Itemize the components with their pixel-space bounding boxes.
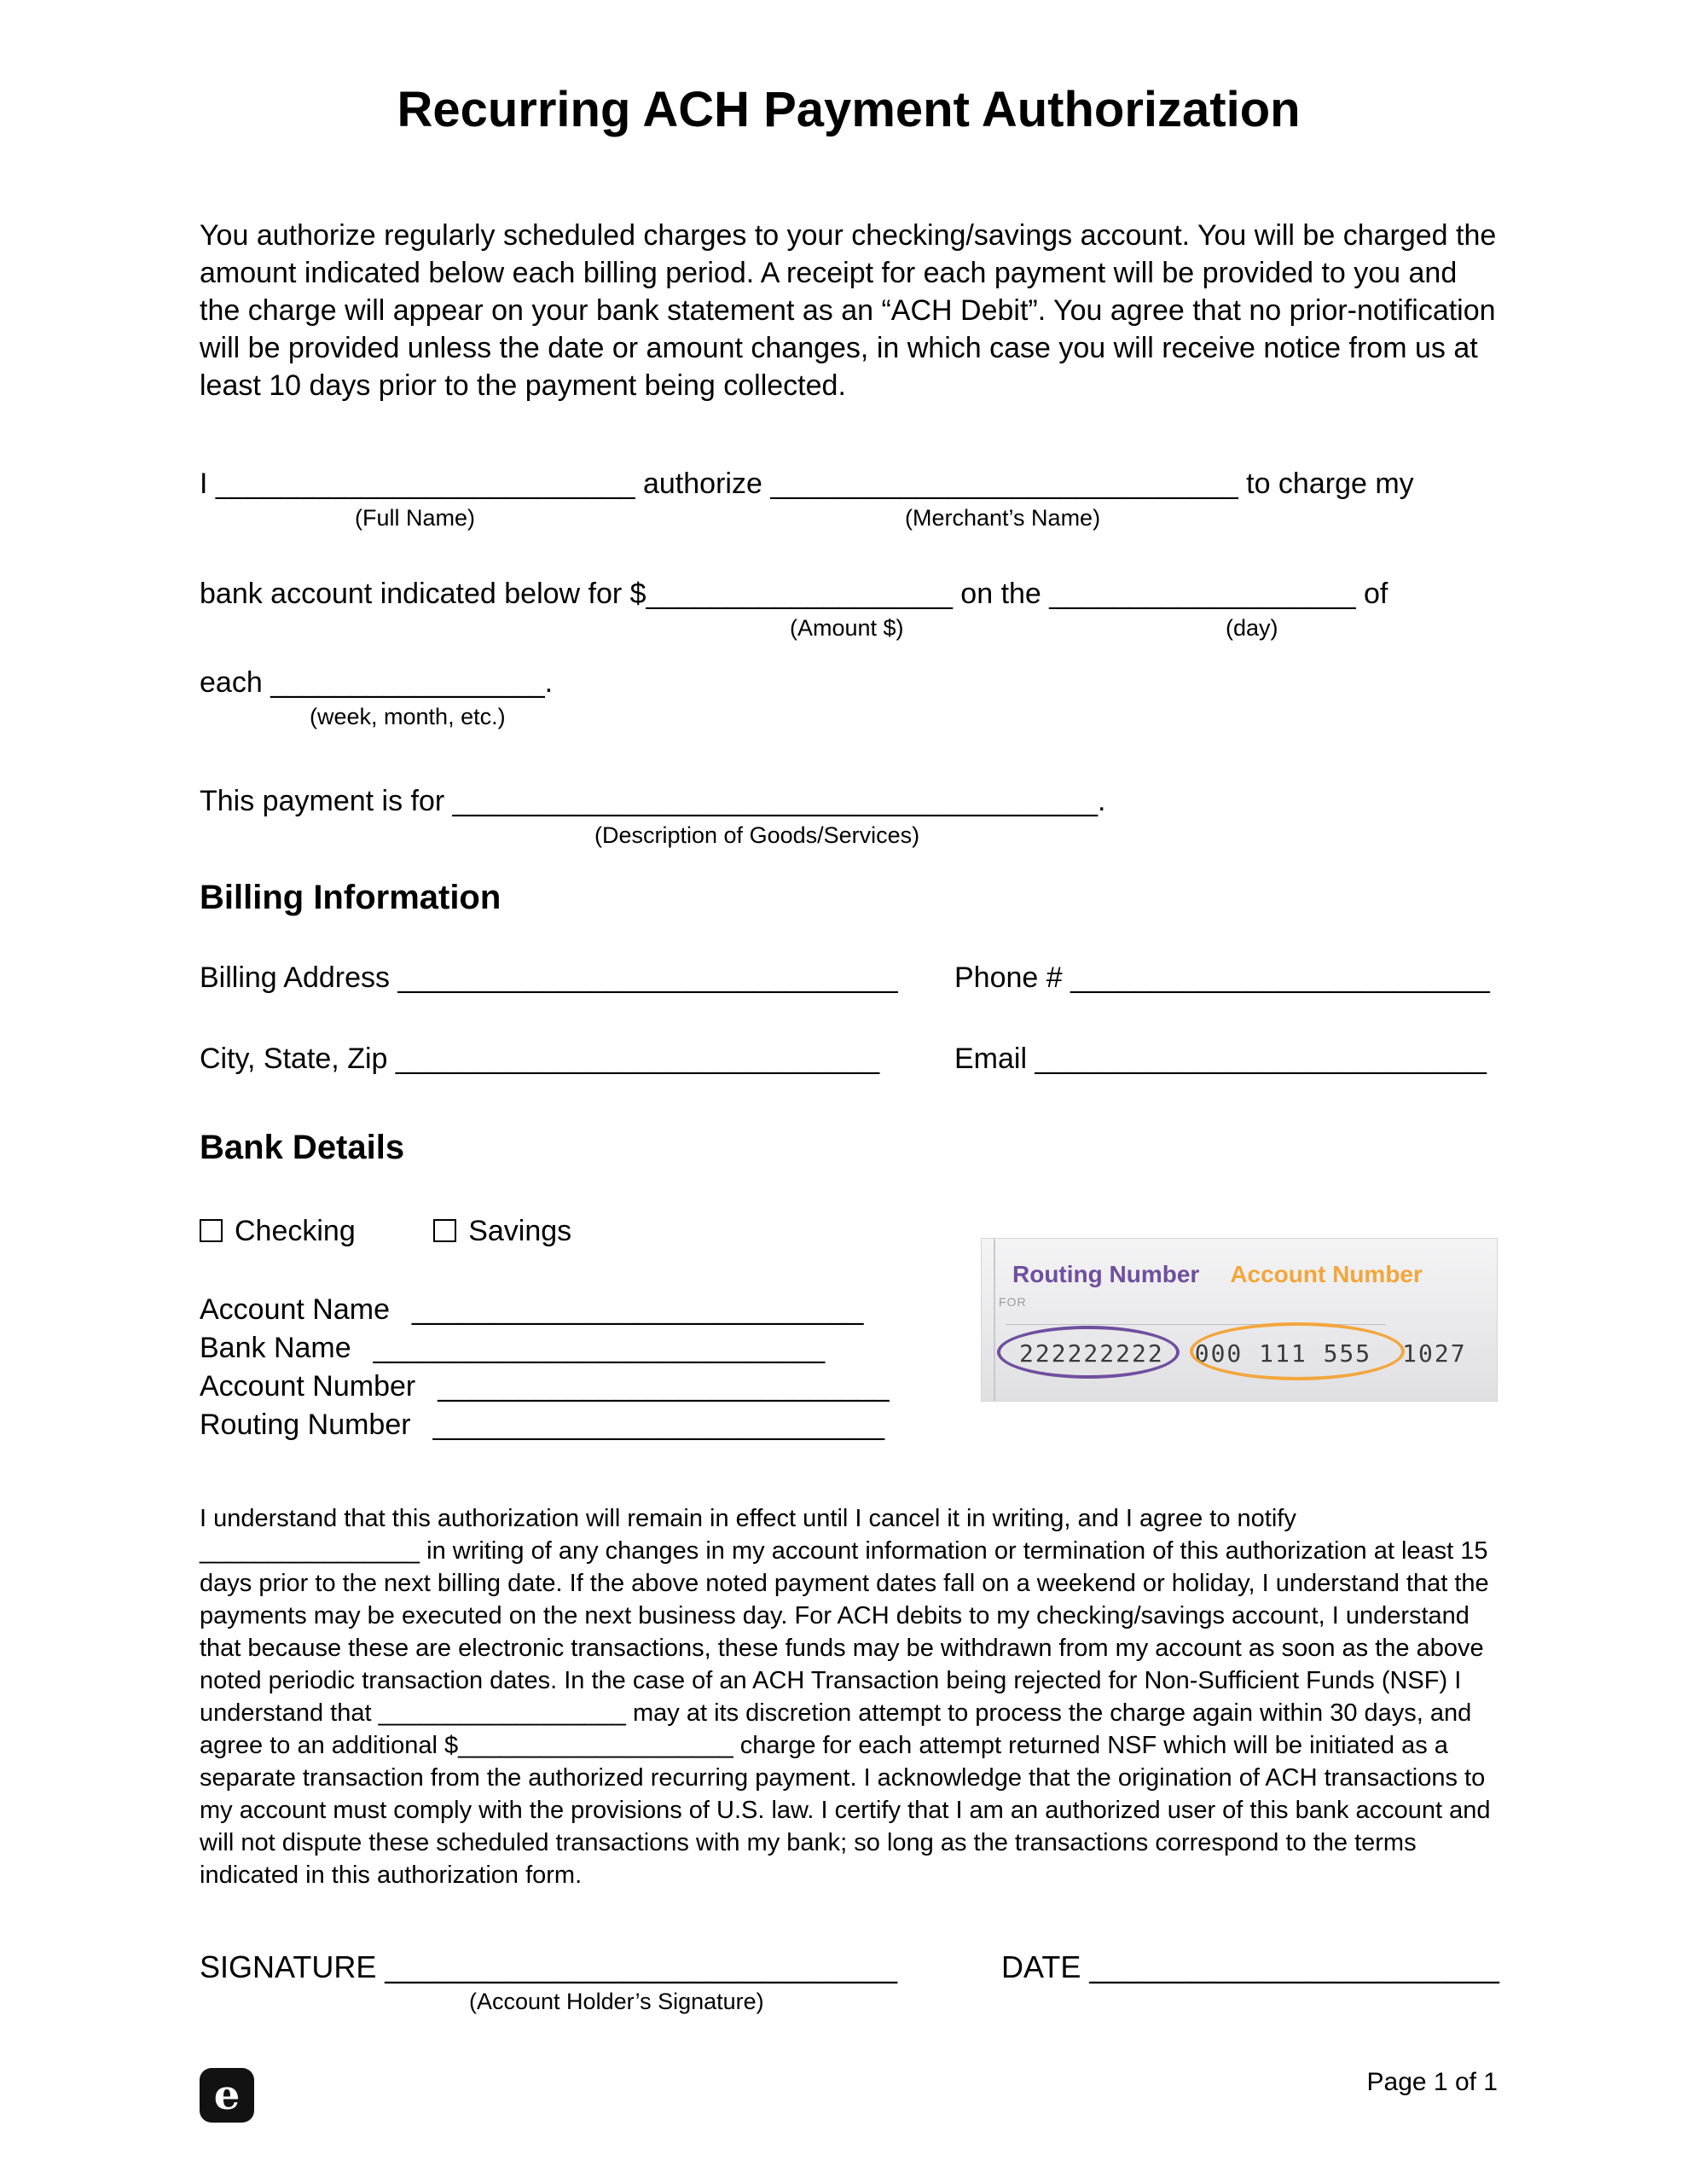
checking-label: Checking	[235, 1215, 356, 1247]
auth-line2-pre: bank account indicated below for $	[200, 578, 646, 610]
description-blank[interactable]: ________________________________________	[452, 785, 1099, 817]
email-label: Email	[954, 1043, 1035, 1075]
account-name-blank[interactable]: ____________________________	[412, 1293, 864, 1326]
auth-line1-pre: I	[200, 468, 216, 500]
check-account-number-label: Account Number	[1230, 1261, 1423, 1287]
date-label: DATE	[1001, 1949, 1090, 1984]
legal-paragraph	[200, 1502, 1498, 1891]
auth-line2-post: of	[1355, 578, 1388, 610]
check-for-label: FOR	[999, 1295, 1027, 1309]
phone-label: Phone #	[954, 961, 1071, 994]
phone-field	[954, 961, 1498, 995]
auth-line2-mid: on the	[952, 578, 1050, 610]
nsf-fee-blank[interactable]: ____________________	[458, 1732, 733, 1759]
savings-checkbox[interactable]	[433, 1219, 456, 1242]
page-number: Page 1 of 1	[1366, 2068, 1498, 2096]
check-edge-line	[994, 1239, 995, 1401]
account-holder-signature-label: (Account Holder’s Signature)	[469, 1989, 764, 2014]
legal-text-2: in writing of any changes in my account information or termination of this authorization at least 15 days prior to the next billing date. If the above noted payment dates fall on a weekend or holiday, I understand that the payments may be executed on the next business day. For ACH debits to my checking/savings account, I understand that because these are electronic transactions, these funds may be withdrawn from my account as soon as the above noted periodic transaction dates. In the case of an ACH Transaction being rejected for Non-Sufficient Funds (NSF) I understand that	[200, 1537, 1489, 1727]
authorization-line-3-labels	[200, 704, 1498, 736]
payment-description-line	[200, 783, 1498, 819]
micr-routing-number: 222222222	[1019, 1339, 1164, 1368]
signature-label: SIGNATURE	[200, 1949, 386, 1984]
full-name-blank[interactable]: __________________________	[215, 468, 635, 500]
intro-paragraph: You authorize regularly scheduled charges to your checking/savings account. You will be charged the amount indicated below each billing period. A receipt for each payment will be provided to you and the charge will appear on your bank statement as an “ACH Debit”. You agree that no prior-notification will be provided unless the date or amount changes, in which case you will receive notice from us at least 10 days prior to the payment being collected.	[200, 219, 1497, 402]
bank-details-section	[200, 1129, 1498, 1444]
authorization-line-2	[200, 576, 1498, 612]
payment-for-pre: This payment is for	[200, 785, 453, 817]
merchant-nsf-blank[interactable]: __________________	[378, 1699, 626, 1727]
billing-row-address-phone	[200, 961, 1498, 995]
phone-blank[interactable]: __________________________	[1070, 961, 1490, 994]
amount-blank[interactable]: ___________________	[646, 578, 953, 610]
legal-text-4: charge for each attempt returned NSF which will be initiated as a separate transaction from the authorized recurring payment. I acknowledge that the origination of ACH transactions to my account must comply with the provisions of U.S. law. I certify that I am an authorized user of this bank account and will not dispute these scheduled transactions with my bank; so long as the transactions correspond to the terms indicated in this authorization form.	[200, 1732, 1491, 1889]
merchant-name-blank[interactable]: _____________________________	[770, 468, 1238, 500]
auth-line3-post: .	[544, 666, 554, 699]
sample-check-image	[981, 1238, 1498, 1402]
routing-number-blank[interactable]: ____________________________	[432, 1409, 885, 1441]
eforms-logo: e	[200, 2068, 254, 2123]
amount-label: (Amount $)	[790, 615, 904, 641]
check-labels	[1012, 1261, 1423, 1288]
full-name-label: (Full Name)	[355, 505, 476, 531]
routing-number-label: Routing Number	[200, 1409, 411, 1441]
legal-text-1: I understand that this authorization will remain in effect until I cancel it in writing, and I agree to notify	[200, 1505, 1296, 1532]
check-routing-number-label: Routing Number	[1012, 1261, 1200, 1287]
bank-details-heading: Bank Details	[200, 1129, 405, 1166]
day-blank[interactable]: ___________________	[1049, 578, 1356, 610]
city-state-zip-label: City, State, Zip	[200, 1043, 396, 1075]
day-label: (day)	[1226, 615, 1278, 641]
account-number-label: Account Number	[200, 1370, 416, 1403]
account-number-circle	[1190, 1322, 1405, 1380]
email-field	[954, 1043, 1498, 1076]
payment-for-post: .	[1098, 785, 1106, 817]
email-blank[interactable]: ____________________________	[1035, 1043, 1487, 1075]
billing-row-city-email	[200, 1043, 1498, 1076]
frequency-label: (week, month, etc.)	[310, 704, 506, 729]
merchant-name-label: (Merchant’s Name)	[905, 505, 1101, 531]
authorization-line-1	[200, 466, 1498, 502]
authorization-line-3	[200, 665, 1498, 700]
payment-description-labels	[200, 822, 1498, 855]
billing-information-heading: Billing Information	[200, 879, 501, 916]
auth-line3-pre: each	[200, 666, 271, 699]
authorization-line-1-labels	[200, 505, 1498, 537]
city-state-zip-field	[200, 1043, 954, 1076]
signature-blank[interactable]: ______________________________	[385, 1949, 898, 1984]
auth-line1-mid: authorize	[635, 468, 771, 500]
notify-party-blank[interactable]: ________________	[200, 1537, 420, 1565]
description-label: (Description of Goods/Services)	[594, 822, 920, 848]
billing-address-label: Billing Address	[200, 961, 398, 994]
legal-text-3: may at its discretion attempt to process the charge again within 30 days, and agree to an additional $	[200, 1699, 1472, 1759]
billing-address-blank[interactable]: _______________________________	[397, 961, 898, 994]
authorization-line-2-labels	[200, 615, 1498, 648]
signature-row	[200, 1949, 1498, 1985]
page-title: Recurring ACH Payment Authorization	[397, 82, 1301, 137]
frequency-blank[interactable]: _________________	[270, 666, 545, 699]
city-state-zip-blank[interactable]: ______________________________	[395, 1043, 880, 1075]
signature-labels	[200, 1989, 1498, 2021]
bank-name-label: Bank Name	[200, 1332, 351, 1364]
account-number-blank[interactable]: ____________________________	[438, 1370, 890, 1403]
bank-name-blank[interactable]: ____________________________	[373, 1332, 826, 1364]
date-blank[interactable]: ________________________	[1089, 1949, 1499, 1984]
routing-number-row	[200, 1406, 1498, 1444]
micr-check-number: 1027	[1402, 1339, 1467, 1368]
routing-number-circle	[997, 1326, 1180, 1379]
checking-checkbox[interactable]	[200, 1219, 223, 1242]
auth-line1-post: to charge my	[1238, 468, 1414, 500]
signature-field	[200, 1949, 1001, 1985]
billing-address-field	[200, 961, 954, 995]
savings-label: Savings	[468, 1215, 572, 1247]
account-name-label: Account Name	[200, 1293, 390, 1326]
date-field	[1001, 1949, 1499, 1985]
micr-account-number: 000 111 555	[1194, 1339, 1372, 1368]
